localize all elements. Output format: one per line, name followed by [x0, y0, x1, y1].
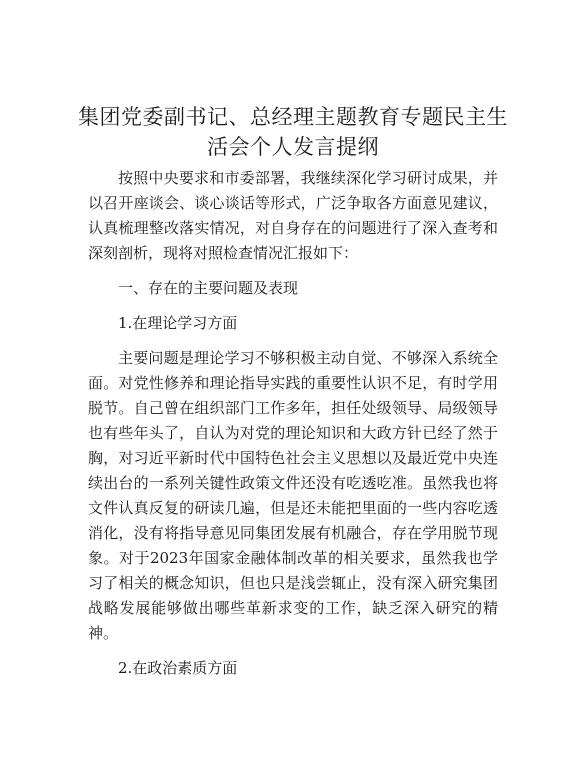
body-paragraph: 主要问题是理论学习不够积极主动自觉、不够深入系统全面。对党性修养和理论指导实践的重要性认识不足，有时学用脱节。自己曾在组织部门工作多年，担任处级领导、局级领导也有些年头了，自认为对党的理论知识和大政方针已经了然于胸，对习近平新时代中国特色社会主义思想以及最近党中央连续出台的一系列关键性政策文件还没有吃透吃准。虽然我也将文件认真反复的研读几遍，但是还未能把里面的一些内容吃透消化，没有将指导意见同集团发展有机融合，存在学用脱节现象。对于2023年国家金融体制改革的相关要求，虽然我也学习了相关的概念知识，但也只是浅尝辄止，没有深入研究集团战略发展能够做出哪些革新求变的工作，缺乏深入研究的精神。: [88, 349, 498, 642]
title-line-1: 集团党委副书记、总经理主题教育专题民主生: [78, 105, 508, 129]
intro-paragraph: 按照中央要求和市委部署，我继续深化学习研讨成果，并以召开座谈会、谈心谈话等形式，广泛争取各方面意见建议，认真梳理整改落实情况，对自身存在的问题进行了深入查考和深刻剖析，现将对照检查情况汇报如下：: [88, 169, 498, 262]
document-body: [88, 166, 498, 691]
subsection-heading: 1.在理论学习方面: [118, 314, 238, 332]
title-line-2: 活会个人发言提纲: [207, 135, 379, 159]
section-heading: 一、存在的主要问题及表现: [118, 279, 299, 297]
subsection-heading-2: 2.在政治素质方面: [118, 659, 238, 677]
document-title: [60, 102, 526, 162]
